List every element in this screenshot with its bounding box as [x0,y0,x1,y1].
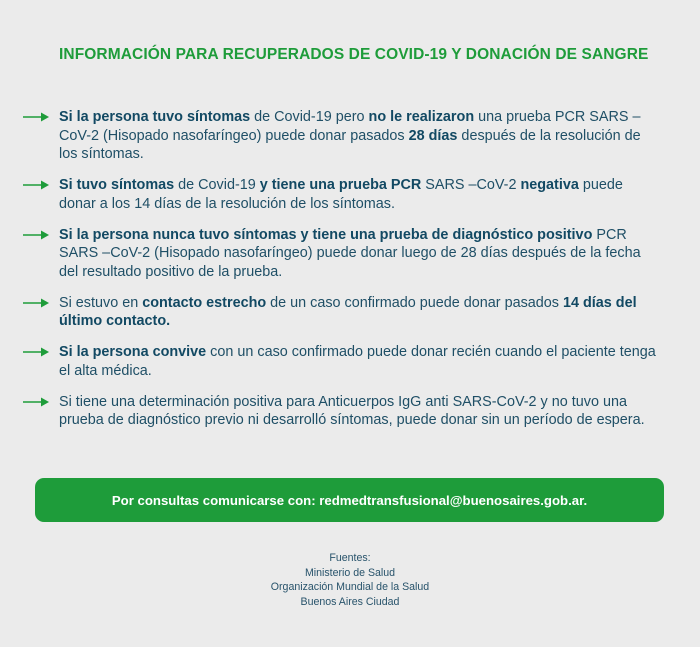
body-text: puede donar a los 14 días de la resolución de los síntomas. [59,177,623,212]
body-text: de un caso confirmado puede donar pasados [266,294,563,311]
emphasis-text: Si la persona convive [59,344,207,361]
emphasis-text: 14 días del último contacto. [59,294,637,330]
body-text: Si tiene una determinación positiva para Anticuerpos IgG anti SARS-CoV-2 y no tuvo una prueba de diagnóstico previo ni desarrolló síntomas, puede donar sin un período de espera. [59,393,645,429]
source-line: Ministerio de Salud [304,566,396,579]
body-text: PCR SARS –CoV-2 (Hisopado nasofaríngeo) puede donar luego de 28 días después de la fecha del resultado positivo de la prueba. [59,226,641,280]
list-item [22,294,662,331]
body-text: después de la resolución de los síntomas. [59,127,641,162]
right-arrow-icon [22,346,50,358]
list-item [22,393,662,430]
page-title: INFORMACIÓN PARA RECUPERADOS DE COVID-19 Y DONACIÓN DE SANGRE [59,46,649,63]
sources-heading: Fuentes: [329,552,371,564]
body-text: una prueba PCR SARS –CoV-2 (Hisopado nasofaríngeo) puede donar pasados [59,109,641,144]
emphasis-text: Si la persona nunca tuvo síntomas y tiene una prueba de diagnóstico positivo [59,226,593,243]
emphasis-text: contacto estrecho [142,294,267,311]
list-item [22,226,662,282]
right-arrow-icon [22,179,50,191]
emphasis-text: y tiene una prueba PCR [259,177,422,194]
body-text: de Covid-19 [174,177,260,194]
body-text: Si estuvo en [59,294,143,311]
emphasis-text: negativa [520,177,579,194]
emphasis-text: Si tuvo síntomas [59,177,175,194]
body-text: SARS –CoV-2 [421,177,521,194]
list-item [22,343,662,380]
emphasis-text: Si la persona tuvo síntomas [59,109,251,125]
sources [0,551,700,609]
right-arrow-icon [22,111,50,123]
right-arrow-icon [22,229,50,241]
contact-banner [35,478,664,522]
info-list [22,108,662,430]
emphasis-text: no le realizaron [368,109,475,125]
list-item [22,108,662,164]
body-text: con un caso confirmado puede donar recién cuando el paciente tenga el alta médica. [59,344,656,379]
source-line: Buenos Aires Ciudad [300,595,400,608]
list-item [22,176,662,213]
right-arrow-icon [22,297,50,309]
emphasis-text: 28 días [408,127,458,144]
right-arrow-icon [22,396,50,408]
body-text: de Covid-19 pero [250,109,369,125]
contact-text: Por consultas comunicarse con: redmedtransfusional@buenosaires.gob.ar. [111,492,588,508]
source-line: Organización Mundial de la Salud [270,581,430,593]
